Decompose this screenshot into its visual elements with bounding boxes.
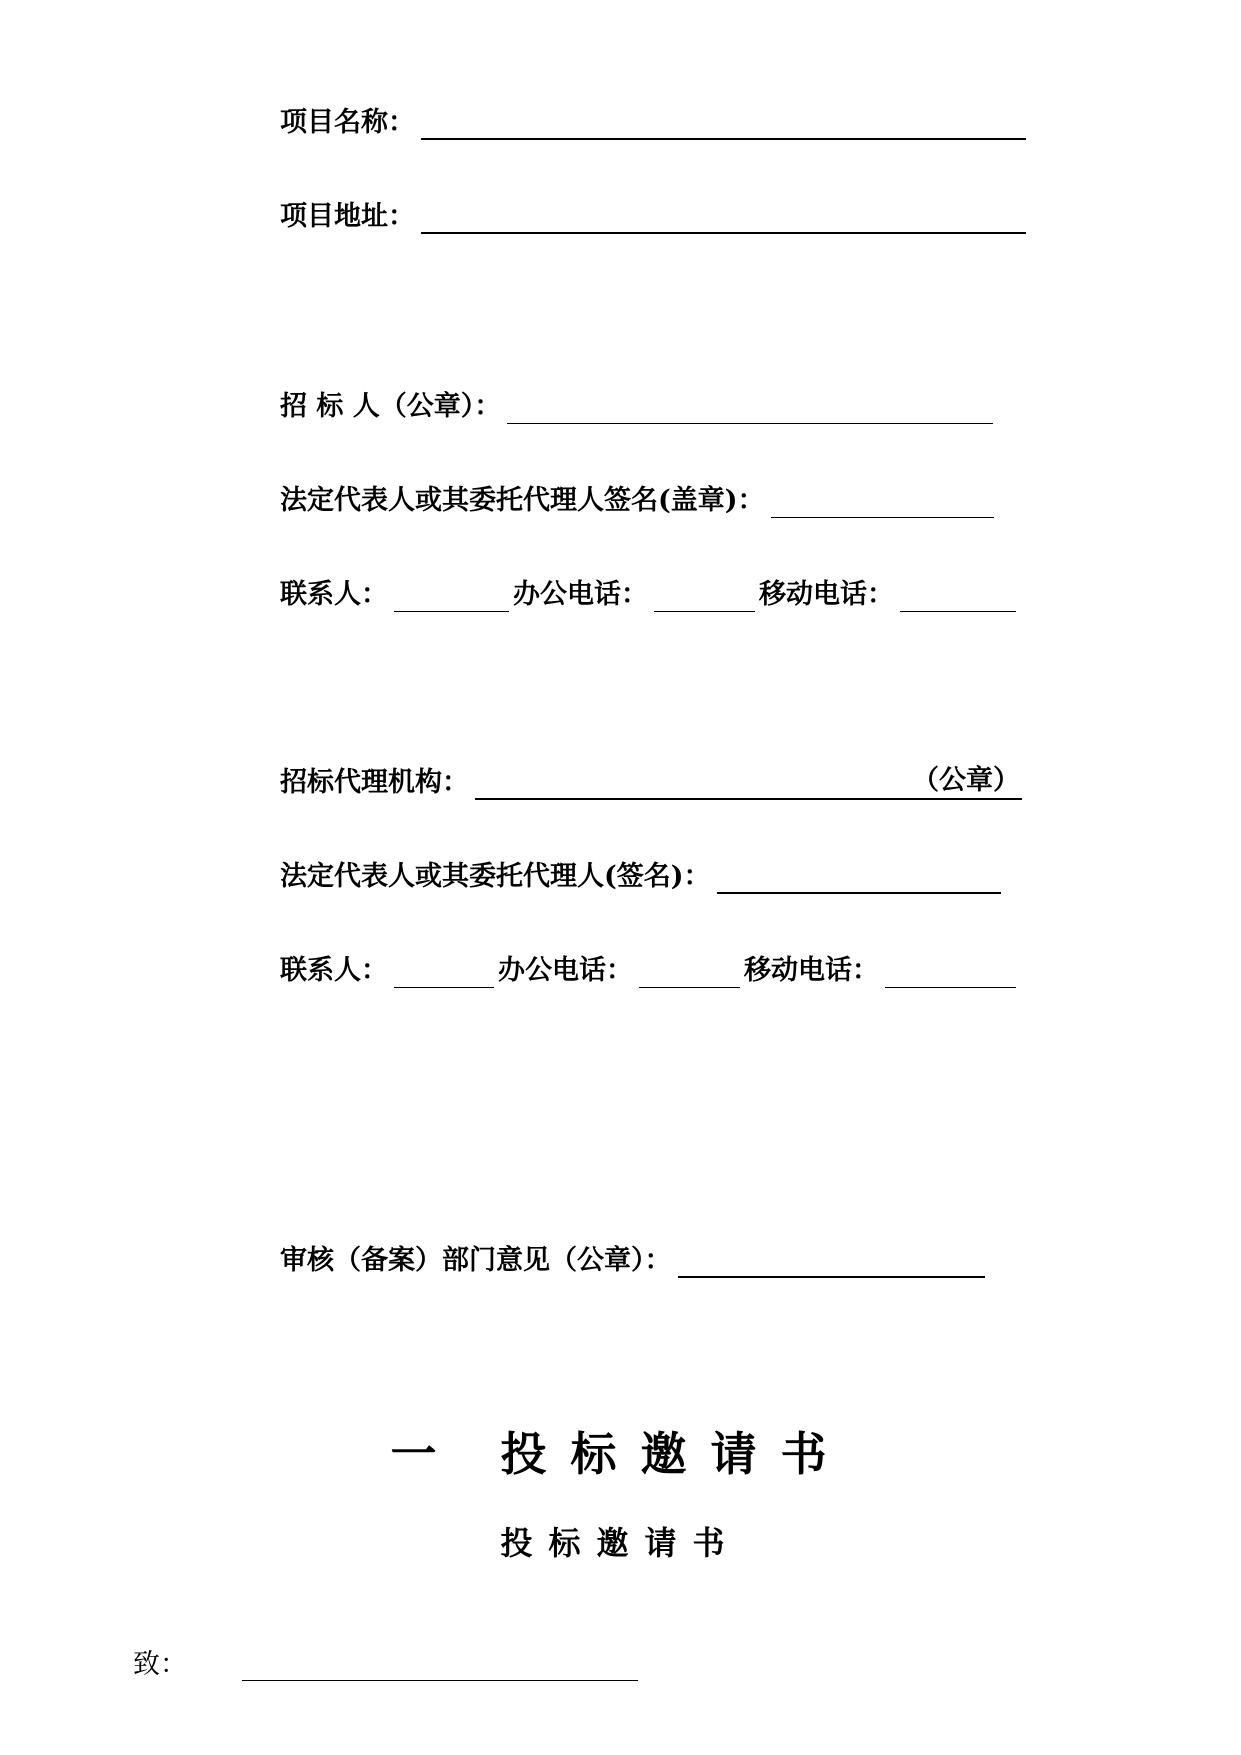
contact-row-2 [280, 948, 1016, 988]
project-address-row [280, 194, 1026, 234]
tenderer-rep-row [280, 478, 994, 518]
tenderer-rep-field[interactable] [771, 487, 994, 518]
to-label: 致： [133, 1649, 187, 1680]
project-name-label: 项目名称： [280, 107, 415, 138]
agency-rep-row [280, 854, 1001, 894]
office-phone-field-2[interactable] [639, 957, 740, 988]
contact-field-2[interactable] [394, 957, 494, 988]
contact-row-1 [280, 572, 1016, 612]
subtitle: 投标邀请书 [500, 1524, 741, 1562]
office-phone-field-1[interactable] [654, 581, 755, 612]
section-title: 一 投标邀请书 [390, 1427, 851, 1481]
agency-rep-label: 法定代表人或其委托代理人(签名)： [280, 861, 711, 892]
mobile-field-2[interactable] [885, 957, 1016, 988]
office-phone-label-1: 办公电话： [513, 579, 648, 610]
contact-field-1[interactable] [394, 581, 509, 612]
agency-seal-suffix: （公章） [912, 765, 1020, 796]
addressee-row [133, 1642, 638, 1681]
agency-field[interactable] [475, 765, 1022, 800]
mobile-label-2: 移动电话： [744, 955, 879, 986]
tenderer-field[interactable] [507, 393, 993, 424]
agency-row [280, 760, 1022, 800]
contact-label-1: 联系人： [280, 579, 388, 610]
tenderer-rep-label: 法定代表人或其委托代理人签名(盖章)： [280, 485, 765, 516]
mobile-field-1[interactable] [900, 581, 1016, 612]
contact-label-2: 联系人： [280, 955, 388, 986]
tenderer-label: 招 标 人（公章）： [280, 391, 502, 422]
project-name-row [280, 100, 1026, 140]
mobile-label-1: 移动电话： [759, 579, 894, 610]
project-address-label: 项目地址： [280, 201, 415, 232]
agency-label: 招标代理机构： [280, 767, 469, 798]
addressee-field[interactable] [242, 1650, 638, 1681]
review-row [280, 1238, 985, 1278]
project-name-field[interactable] [421, 108, 1026, 140]
project-address-field[interactable] [421, 202, 1026, 234]
review-field[interactable] [678, 1246, 985, 1278]
tenderer-row [280, 384, 993, 424]
office-phone-label-2: 办公电话： [498, 955, 633, 986]
review-label: 审核（备案）部门意见（公章）： [280, 1245, 672, 1276]
agency-rep-field[interactable] [717, 862, 1001, 894]
